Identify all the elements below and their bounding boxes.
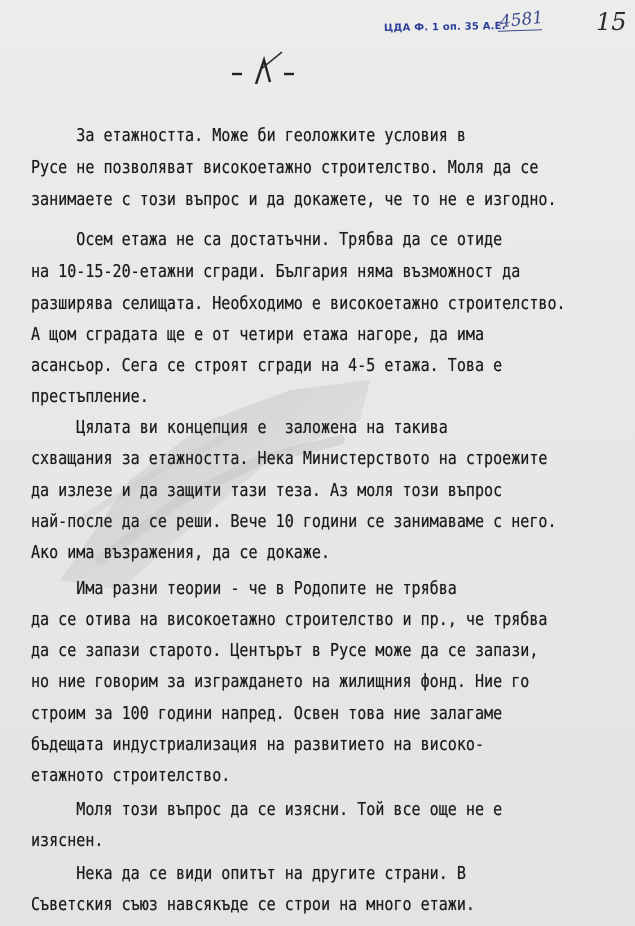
page-number-mark [230, 50, 300, 90]
text-line: Нека да се види опитът на другите страни. В [31, 864, 466, 884]
text-line: строим за 100 години напред. Освен това ние залагаме [31, 704, 503, 724]
text-line: Цялата ви концепция е заложена на такива [31, 418, 448, 438]
text-line: да се отива на високоетажно строителство и пр., че трябва [31, 610, 548, 630]
text-line: Има разни теории - че в Родопите не трябва [31, 579, 457, 599]
text-line: Съветския съюз навсякъде се строи на много етажи. [31, 895, 475, 915]
archive-unit-number: 4581 [499, 7, 545, 33]
text-line: За етажността. Може би геоложките условия в [31, 126, 466, 146]
text-line: Русе не позволяват високоетажно строителство. Моля да се [31, 158, 539, 178]
text-line: изяснен. [31, 831, 104, 851]
text-line: разширява селищата. Необходимо е високоетажно строителство. [31, 294, 566, 314]
text-line: Ако има възражения, да се докаже. [31, 543, 331, 563]
text-line: да излезе и да защити тази теза. Аз моля този въпрос [31, 481, 503, 501]
text-line: но ние говорим за изграждането на жилищния фонд. Ние го [31, 672, 530, 692]
text-line: схващания за етажността. Нека Министерството на строежите [31, 449, 548, 469]
text-line: А щом сградата ще е от четири етажа нагоре, да има [31, 325, 485, 345]
text-line: най-после да се реши. Вече 10 години се занимаваме с него. [31, 512, 557, 532]
text-line: асансьор. Сега се строят сгради на 4-5 етажа. Това е [31, 356, 503, 376]
text-line: Моля този въпрос да се изясни. Той все още не е [31, 800, 503, 820]
archive-stamp: ЦДА Ф. 1 оп. 35 А.Е. [383, 20, 506, 35]
archive-number-underline [498, 29, 542, 32]
text-line: престъпление. [31, 387, 149, 407]
text-line: Осем етажа не са достатъчни. Трябва да се отиде [31, 230, 503, 250]
text-line: бъдещата индустриализация на развитието на високо- [31, 735, 485, 755]
text-line: да се запази старото. Центърът в Русе може да се запази, [31, 641, 539, 661]
text-line: на 10-15-20-етажни сгради. България няма възможност да [31, 262, 521, 282]
text-line: занимаете с този въпрос и да докажете, че то не е изгодно. [31, 190, 557, 210]
text-line: етажното строителство. [31, 766, 231, 786]
folio-number: 15 [596, 8, 627, 36]
